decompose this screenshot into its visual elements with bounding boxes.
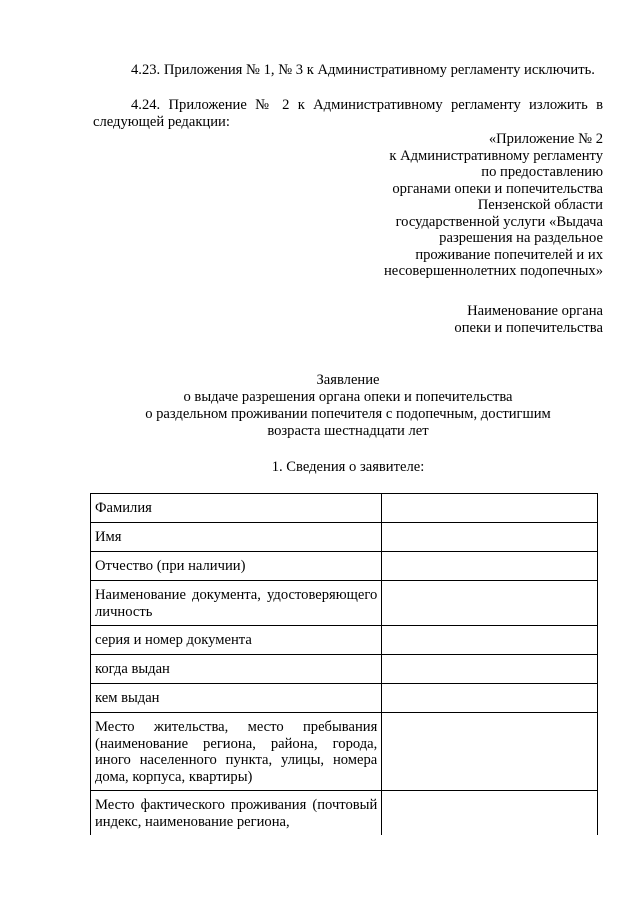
table-row	[91, 523, 598, 552]
organ-label-line: опеки и попечительства	[454, 320, 603, 336]
table-row	[91, 626, 598, 655]
table-row	[91, 552, 598, 581]
applicant-info-table	[90, 493, 598, 835]
statement-title-line: о выдаче разрешения органа опеки и попечительства	[183, 389, 513, 405]
table-row	[91, 713, 598, 791]
table-row	[91, 655, 598, 684]
paragraph-4-24: 4.24. Приложение № 2 к Административному регламенту изложить в следующей редакции:	[93, 97, 603, 130]
row-label: кем выдан	[91, 684, 382, 713]
table-row	[91, 684, 598, 713]
row-value-field[interactable]	[382, 684, 598, 713]
appendix-header-line: несовершеннолетних подопечных»	[383, 263, 603, 279]
appendix-header-line: проживание попечителей и их	[415, 246, 603, 263]
statement-title-line: Заявление	[316, 372, 380, 388]
organ-label-line: Наименование органа	[467, 303, 603, 319]
row-label: когда выдан	[91, 655, 382, 684]
appendix-header-line: по предоставлению	[481, 164, 603, 180]
appendix-header-line: «Приложение № 2	[488, 131, 603, 147]
appendix-header-line: Пензенской области	[477, 197, 603, 213]
statement-title-line: о раздельном проживании попечителя с подопечным, достигшим	[145, 406, 551, 422]
organ-label	[400, 303, 603, 337]
appendix-header-line: органами опеки и попечительства	[392, 180, 603, 197]
row-value-field[interactable]	[382, 552, 598, 581]
table-row	[91, 494, 598, 523]
row-label: Имя	[91, 523, 382, 552]
table-row	[91, 791, 598, 836]
appendix-header-line: разрешения на раздельное	[439, 230, 603, 246]
statement-title	[93, 372, 603, 440]
row-value-field[interactable]	[382, 523, 598, 552]
appendix-header-line: государственной услуги «Выдача	[395, 213, 603, 230]
appendix-header	[340, 131, 603, 280]
row-value-field[interactable]	[382, 626, 598, 655]
row-value-field[interactable]	[382, 655, 598, 684]
row-value-field[interactable]	[382, 791, 598, 836]
row-label: Отчество (при наличии)	[91, 552, 382, 581]
paragraph-4-23: 4.23. Приложения № 1, № 3 к Административному регламенту исключить.	[131, 62, 595, 78]
row-label: серия и номер документа	[91, 626, 382, 655]
appendix-header-line: к Административному регламенту	[389, 147, 603, 164]
row-value-field[interactable]	[382, 494, 598, 523]
row-value-field[interactable]	[382, 713, 598, 791]
section-1-title: 1. Сведения о заявителе:	[271, 459, 425, 475]
row-value-field[interactable]	[382, 581, 598, 626]
row-label: Наименование документа, удостоверяющего личность	[91, 581, 382, 626]
row-label: Место жительства, место пребывания (наименование региона, района, города, иного населенного пункта, улицы, номера дома, корпуса, квартиры)	[91, 713, 382, 791]
row-label: Место фактического проживания (почтовый индекс, наименование региона,	[91, 791, 382, 836]
row-label: Фамилия	[91, 494, 382, 523]
table-row	[91, 581, 598, 626]
statement-title-line: возраста шестнадцати лет	[267, 423, 429, 439]
